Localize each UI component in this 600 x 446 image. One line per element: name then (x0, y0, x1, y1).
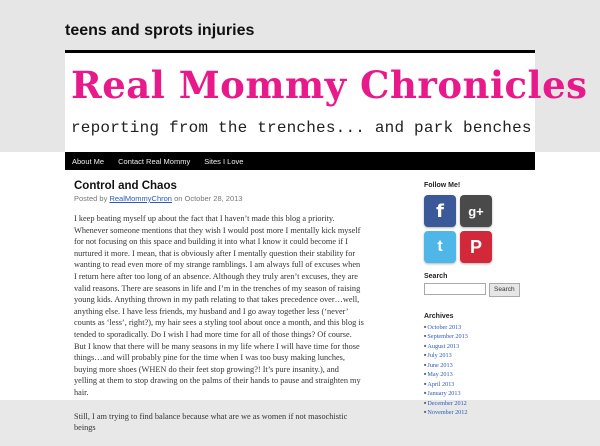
search-button[interactable]: Search (489, 283, 520, 297)
post-paragraph: I keep beating myself up about the fact that I haven’t made this blog a priority. Whenever someone mentions that they wish I would post more I mentally kick myself for not focusing on this space and building it into what I know it could become if I nurtured it more. I mean, that is obviously after I mentally question their stability for wanting to read even more of my strange ramblings. I am always full of excuses when I return here after too long of an absence. Although they truly aren’t excuses, they are valid reasons. There are seasons in life and I’m in the trenches of my season of raising young kids. Anything thrown in my path relating to that takes precedence over…well, anything else. I have less friends, my husband and I go away together less (‘never’ counts as ‘less’, right?), my hair sees a styling tool about once a month, and this blog is tended to sporadically. Do I wish I had more time for all of those things? Of course. But I know that there will be many seasons in my life where I will have time for those things…and will probably pine for the time when I was too busy making lunches, buying more shoes (WHEN do their feet stop growing?! It’s pure insanity.), and yelling at them to stop drawing on the palms of their hands to pause and straighten my hair. (74, 214, 364, 397)
post-body (74, 213, 364, 434)
search-title: Search (424, 273, 448, 280)
archive-link[interactable]: ■ September 2013 (424, 332, 536, 341)
post-title[interactable]: Control and Chaos (74, 180, 177, 192)
archive-link[interactable]: ■ December 2012 (424, 399, 536, 408)
archive-link[interactable]: ■ April 2013 (424, 380, 536, 389)
follow-me-title: Follow Me! (424, 182, 461, 189)
archive-link[interactable]: ■ June 2013 (424, 361, 536, 370)
main-nav (65, 152, 535, 170)
post-date: October 28, 2013 (184, 194, 243, 203)
post-meta-prefix: Posted by (74, 194, 108, 203)
search-form (424, 283, 536, 297)
archives-title: Archives (424, 313, 454, 320)
social-links (424, 195, 536, 263)
pinterest-icon[interactable]: P (460, 231, 492, 263)
post (74, 180, 364, 446)
nav-item-contact[interactable]: Contact Real Mommy (118, 156, 191, 166)
archive-link[interactable]: ■ October 2013 (424, 323, 536, 332)
archive-link[interactable]: ■ January 2013 (424, 389, 536, 398)
banner-title: Real Mommy Chronicles (71, 63, 588, 107)
nav-item-sites-i-love[interactable]: Sites I Love (204, 156, 244, 166)
sidebar (424, 182, 536, 418)
site-title[interactable]: teens and sprots injuries (65, 22, 255, 39)
archives-list (424, 323, 536, 418)
post-paragraph: Still, I am trying to find balance because what are we as women if not masochistic beings (74, 411, 348, 433)
twitter-icon[interactable]: t (424, 231, 456, 263)
archive-link[interactable]: ■ May 2013 (424, 370, 536, 379)
banner-subtitle: reporting from the trenches... and park benches (71, 119, 532, 137)
archive-link[interactable]: ■ August 2013 (424, 342, 536, 351)
nav-item-about-me[interactable]: About Me (72, 156, 105, 166)
post-meta (74, 194, 364, 203)
archive-link[interactable]: ■ July 2013 (424, 351, 536, 360)
post-meta-on: on (174, 194, 183, 203)
search-input[interactable] (424, 283, 486, 295)
facebook-icon[interactable]: f (424, 195, 456, 227)
header-banner[interactable] (65, 53, 588, 152)
post-author-link[interactable]: RealMommyChron (109, 194, 172, 203)
google-plus-icon[interactable]: g+ (460, 195, 492, 227)
archive-link[interactable]: ■ November 2012 (424, 408, 536, 417)
